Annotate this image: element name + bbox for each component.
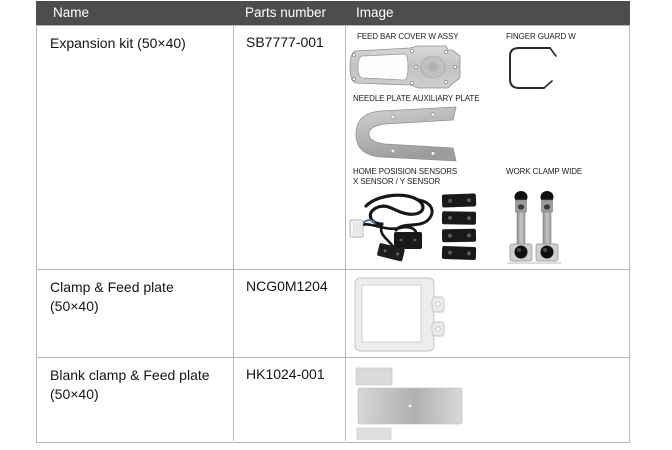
part-name-cell <box>37 26 234 269</box>
finger-guard-w-image <box>506 45 558 91</box>
part-number-cell <box>234 358 346 441</box>
work-clamp-wide-image <box>505 190 563 266</box>
image-caption: FEED BAR COVER W ASSY <box>357 32 459 41</box>
table-row <box>37 25 629 269</box>
part-name-line: Blank clamp & Feed plate <box>50 367 210 383</box>
needle-plate-auxiliary-plate-image <box>353 106 458 162</box>
image-caption <box>353 167 457 187</box>
part-image-cell <box>346 26 629 269</box>
part-name-line: Clamp & Feed plate <box>50 279 174 295</box>
part-name-cell <box>37 270 234 357</box>
column-header-image: Image <box>356 5 394 20</box>
part-name-line: (50×40) <box>50 386 99 402</box>
blank-clamp-feed-plate-image <box>352 366 484 440</box>
part-image-cell <box>346 358 629 441</box>
clamp-feed-plate-image <box>354 277 446 353</box>
part-image-cell <box>346 270 629 357</box>
feed-bar-cover-w-assy-image <box>348 44 462 90</box>
part-number-cell <box>234 270 346 357</box>
caption-line: HOME POSISION SENSORS <box>353 167 458 176</box>
caption-line: X SENSOR / Y SENSOR <box>353 177 441 186</box>
table-row <box>37 269 629 357</box>
parts-table <box>36 2 630 443</box>
part-name-cell <box>37 358 234 441</box>
image-caption: NEEDLE PLATE AUXILIARY PLATE <box>353 94 480 103</box>
part-number: SB7777-001 <box>246 34 324 50</box>
part-number: NCG0M1204 <box>246 278 328 294</box>
part-name-line: Expansion kit (50×40) <box>50 35 186 51</box>
part-name-line: (50×40) <box>50 298 99 314</box>
home-position-sensors-image <box>348 192 480 262</box>
image-caption: WORK CLAMP WIDE <box>506 167 583 176</box>
part-number: HK1024-001 <box>246 366 325 382</box>
column-header-parts-number: Parts number <box>245 5 327 20</box>
table-row <box>37 357 629 441</box>
image-caption: FINGER GUARD W <box>506 32 576 41</box>
table-header-row <box>36 1 630 25</box>
column-header-name: Name <box>53 5 90 20</box>
part-number-cell <box>234 26 346 269</box>
